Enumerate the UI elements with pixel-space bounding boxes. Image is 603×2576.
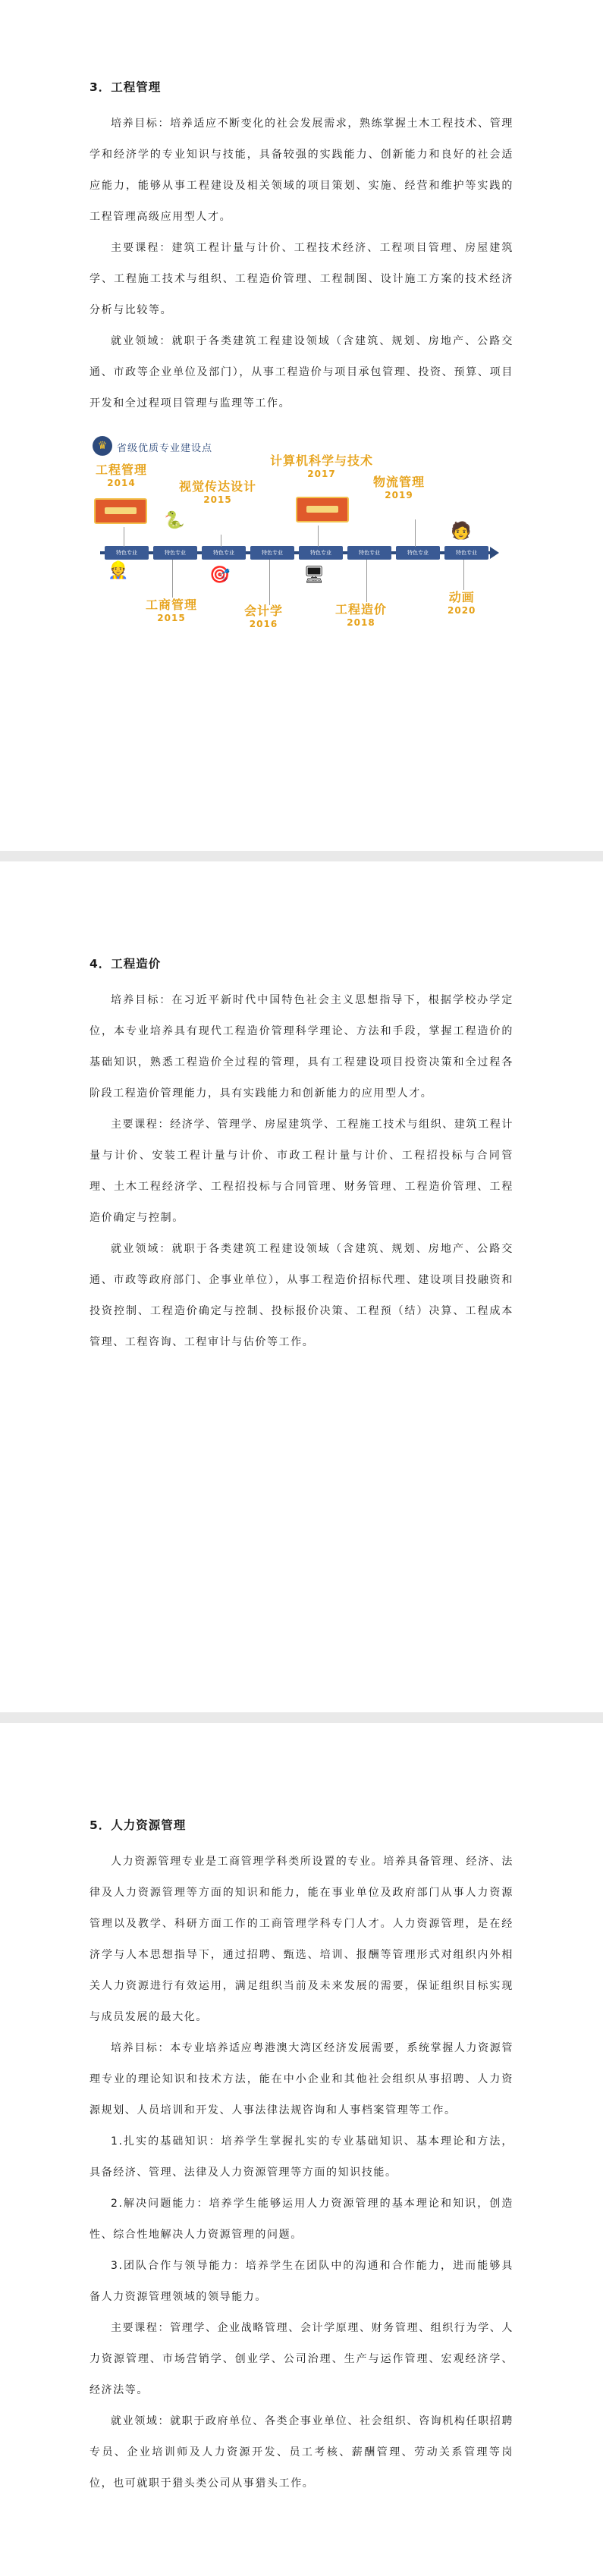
paragraph: 培养目标：培养适应不断变化的社会发展需求，熟练掌握土木工程技术、管理学和经济学的专业知识与技能，具备较强的实践能力、创新能力和良好的社会适应能力，能够从事工程建设及相关领域的项目策划、实施、经营和维护等实践的工程管理高级应用型人才。 bbox=[90, 118, 513, 223]
page-3 bbox=[0, 1723, 603, 2576]
paragraph: 培养目标：在习近平新时代中国特色社会主义思想指导下，根据学校办学定位，本专业培养具有现代工程造价管理科学理论、方法和手段，掌握工程造价的基础知识，熟悉工程造价全过程的管理，具有工程建设项目投资决策和全过程各阶段工程造价管理能力，具有实践能力和创新能力的应用型人才。 bbox=[90, 994, 513, 1100]
timeline-arrow-icon bbox=[490, 547, 499, 559]
paragraph: 2.解决问题能力：培养学生能够运用人力资源管理的基本理论和知识，创造性、综合性地解决人力资源管理的问题。 bbox=[90, 2198, 513, 2241]
paragraph: 主要课程：经济学、管理学、房屋建筑学、工程施工技术与组织、建筑工程计量与计价、安装工程计量与计价、市政工程计量与计价、工程招投标与合同管理、土木工程经济学、工程招投标与合同管理、财务管理、工程造价管理、工程造价确定与控制。 bbox=[90, 1119, 513, 1224]
monitor-icon: 🖥 bbox=[303, 566, 325, 585]
timeline-bottom-item: 工商管理 2015 bbox=[146, 598, 198, 623]
timeline-top-item: 计算机科学与技术 2017 bbox=[270, 453, 374, 479]
section-title: 3．工程管理 bbox=[90, 80, 162, 94]
certificate-icon bbox=[296, 497, 349, 522]
timeline-chip: 特色专业 bbox=[347, 546, 391, 560]
page-separator bbox=[0, 851, 603, 861]
paragraph: 主要课程：管理学、企业战略管理、会计学原理、财务管理、组织行为学、人力资源管理、市场营销学、创业学、公司治理、生产与运作管理、宏观经济学、经济法等。 bbox=[90, 2322, 513, 2396]
timeline-pole bbox=[269, 560, 270, 605]
person-icon: 👷 bbox=[108, 561, 129, 580]
paragraph: 就业领域：就职于各类建筑工程建设领域（含建筑、规划、房地产、公路交通、市政等政府部门、企事业单位），从事工程造价招标代理、建设项目投融资和投资控制、工程造价确定与控制、投标报价决策、工程预（结）决算、工程成本管理、工程咨询、工程审计与估价等工作。 bbox=[90, 1243, 513, 1348]
paragraph: 就业领域：就职于政府单位、各类企事业单位、社会组织、咨询机构任职招聘专员、企业培训师及人力资源开发、员工考核、薪酬管理、劳动关系管理等岗位，也可就职于猎头类公司从事猎头工作。 bbox=[90, 2415, 513, 2490]
paragraph: 主要课程：建筑工程计量与计价、工程技术经济、工程项目管理、房屋建筑学、工程施工技术与组织、工程造价管理、工程制图、设计施工方案的技术经济分析与比较等。 bbox=[90, 242, 513, 316]
timeline-bottom-item: 会计学 2016 bbox=[244, 604, 284, 629]
paragraph: 1.扎实的基础知识：培养学生掌握扎实的专业基础知识、基本理论和方法，具备经济、管理、法律及人力资源管理等方面的知识技能。 bbox=[90, 2135, 513, 2179]
timeline-top-item: 工程管理 2014 bbox=[96, 463, 148, 488]
target-icon: 🎯 bbox=[209, 566, 231, 585]
timeline-chip: 特色专业 bbox=[202, 546, 246, 560]
paragraph: 人力资源管理专业是工商管理学科类所设置的专业。培养具备管理、经济、法律及人力资源管理等方面的知识和能力，能在事业单位及政府部门从事人力资源管理以及教学、科研方面工作的工商管理学科专门人才。人力资源管理，是在经济学与人本思想指导下，通过招聘、甄选、培训、报酬等管理形式对组织内外相关人力资源进行有效运用，满足组织当前及未来发展的需要，保证组织目标实现与成员发展的最大化。 bbox=[90, 1856, 513, 2023]
timeline-infographic bbox=[90, 436, 514, 648]
timeline-pole bbox=[366, 560, 367, 602]
timeline-chip: 特色专业 bbox=[105, 546, 149, 560]
timeline-top-item: 物流管理 2019 bbox=[373, 475, 426, 500]
timeline-pole bbox=[463, 560, 464, 590]
page-separator bbox=[0, 1712, 603, 1723]
crown-logo-icon: ♛ bbox=[93, 436, 112, 456]
paragraph: 就业领域：就职于各类建筑工程建设领域（含建筑、规划、房地产、公路交通、市政等企业单位及部门），从事工程造价与项目承包管理、投资、预算、项目开发和全过程项目管理与监理等工作。 bbox=[90, 335, 513, 409]
timeline-bottom-item: 动画 2020 bbox=[448, 590, 476, 616]
python-logo-icon: 🐍 bbox=[164, 511, 185, 530]
certificate-icon bbox=[94, 498, 147, 524]
timeline-chip: 特色专业 bbox=[396, 546, 440, 560]
timeline-chip: 特色专业 bbox=[299, 546, 343, 560]
timeline-pole bbox=[415, 519, 416, 547]
timeline-chip: 特色专业 bbox=[250, 546, 294, 560]
page-1 bbox=[0, 0, 603, 851]
timeline-brand: 省级优质专业建设点 bbox=[117, 443, 213, 454]
page-2 bbox=[0, 861, 603, 1712]
timeline-chip: 特色专业 bbox=[153, 546, 197, 560]
person-icon: 🧑 bbox=[451, 522, 472, 541]
paragraph: 培养目标：本专业培养适应粤港澳大湾区经济发展需要，系统掌握人力资源管理专业的理论知识和技术方法，能在中小企业和其他社会组织从事招聘、人力资源规划、人员培训和开发、人事法律法规咨询和人事档案管理等工作。 bbox=[90, 2042, 513, 2116]
timeline-chip: 特色专业 bbox=[444, 546, 488, 560]
section-title: 5．人力资源管理 bbox=[90, 1818, 187, 1832]
timeline-pole bbox=[318, 526, 319, 547]
section-title: 4．工程造价 bbox=[90, 957, 162, 971]
paragraph: 3.团队合作与领导能力：培养学生在团队中的沟通和合作能力，进而能够具备人力资源管理领域的领导能力。 bbox=[90, 2260, 513, 2303]
timeline-bottom-item: 工程造价 2018 bbox=[335, 602, 388, 628]
timeline-pole bbox=[172, 560, 173, 598]
timeline-top-item: 视觉传达设计 2015 bbox=[179, 479, 257, 505]
